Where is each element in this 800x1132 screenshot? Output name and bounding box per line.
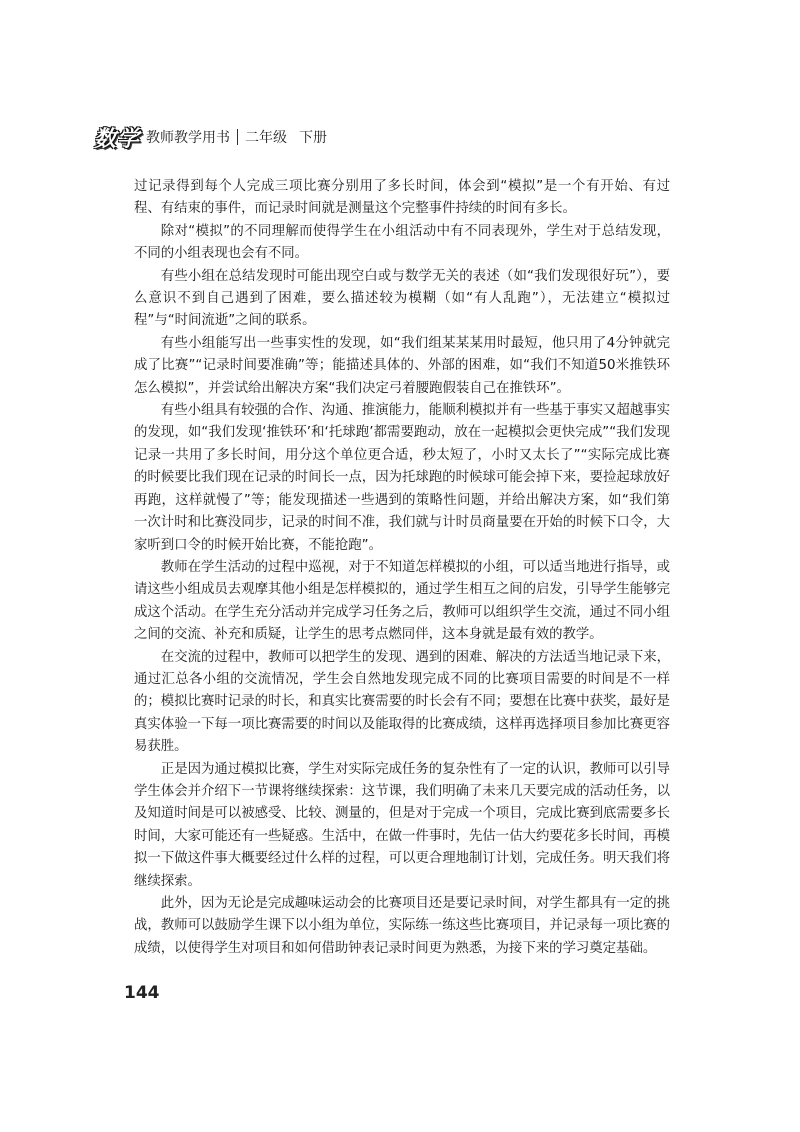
header-divider [237,129,238,145]
paragraph-5: 有些小组具有较强的合作、沟通、推演能力，能顺利模拟并有一些基于事实又超越事实的发现，如“我们发现‘推铁环’和‘托球跑’都需要跑动，放在一起模拟会更快完成”“我们发现记录一共用了多长时间，用分这个单位更合适，秒太短了，小时又太长了”“实际完成比赛的时候要比我们现在记录的时间长一点，因为托球跑的时候球可能会掉下来，要捡起球放好再跑，这样就慢了”等；能发现描述一些遇到的策略性问题，并给出解决方案，如“我们第一次计时和比赛没同步，记录的时间不准，我们就与计时员商量要在开始的时候下口令，大家听到口令的时候开始比赛，不能抢跑”。 [134,403,670,553]
running-header [94,122,327,152]
book-series-title: 教师教学用书 [146,130,231,146]
paragraph-9: 此外，因为无论是完成趣味运动会的比赛项目还是要记录时间，对学生都具有一定的挑战，教师可以鼓励学生课下以小组为单位，实际练一练这些比赛项目，并记录每一项比赛的成绩，以使得学生对项目和如何借助钟表记录时间更为熟悉，为接下来的学习奠定基础。 [134,896,670,956]
paragraph-4: 有些小组能写出一些事实性的发现，如“我们组某某某用时最短，他只用了4分钟就完成了比赛”“记录时间要准确”等；能描述具体的、外部的困难，如“我们不知道50米推铁环怎么模拟”，并尝试给出解决方案“我们决定弓着腰跑假装自己在推铁环”。 [134,335,670,396]
grade-label: 二年级 [245,130,288,146]
paragraph-8: 正是因为通过模拟比赛，学生对实际完成任务的复杂性有了一定的认识，教师可以引导学生体会并介绍下一节课将继续探索：这节课，我们明确了未来几天要完成的活动任务，以及知道时间是可以被感受、比较、测量的，但是对于完成一个项目，完成比赛到底需要多长时间，大家可能还有一些疑惑。生活中，在做一件事时，先估一估大约要花多长时间，再模拟一下做这件事大概要经过什么样的过程，可以更合理地制订计划，完成任务。明天我们将继续探索。 [134,761,670,889]
paragraph-1: 过记录得到每个人完成三项比赛分别用了多长时间，体会到“模拟”是一个有开始、有过程、有结束的事件，而记录时间就是测量这个完整事件持续的时间有多长。 [134,179,670,217]
page-number: 144 [124,983,160,1003]
volume-label: 下册 [299,130,328,146]
paragraph-7: 在交流的过程中，教师可以把学生的发现、遇到的困难、解决的方法适当地记录下来，通过汇总各小组的交流情况，学生会自然地发现完成不同的比赛项目需要的时间是不一样的；模拟比赛时记录的时长，和真实比赛需要的时长会有不同；要想在比赛中获奖，最好是真实体验一下每一项比赛需要的时间以及能取得的比赛成绩，这样再选择项目参加比赛更容易获胜。 [134,649,670,755]
subject-logo: 数学 [94,125,141,152]
paragraph-2: 除对“模拟”的不同理解而使得学生在小组活动中有不同表现外，学生对于总结发现，不同的小组表现也会有不同。 [134,223,670,262]
paragraph-3: 有些小组在总结发现时可能出现空白或与数学无关的表述（如“我们发现很好玩”），要么意识不到自己遇到了困难，要么描述较为模糊（如“有人乱跑”），无法建立“模拟过程”与“时间流逝”之间的联系。 [134,268,670,329]
body-text [134,176,670,960]
paragraph-6: 教师在学生活动的过程中巡视，对于不知道怎样模拟的小组，可以适当地进行指导，或请这些小组成员去观摩其他小组是怎样模拟的，通过学生相互之间的启发，引导学生能够完成这个活动。在学生充分活动并完成学习任务之后，教师可以组织学生交流，通过不同小组之间的交流、补充和质疑，让学生的思考点燃同伴，这本身就是最有效的教学。 [134,559,670,643]
